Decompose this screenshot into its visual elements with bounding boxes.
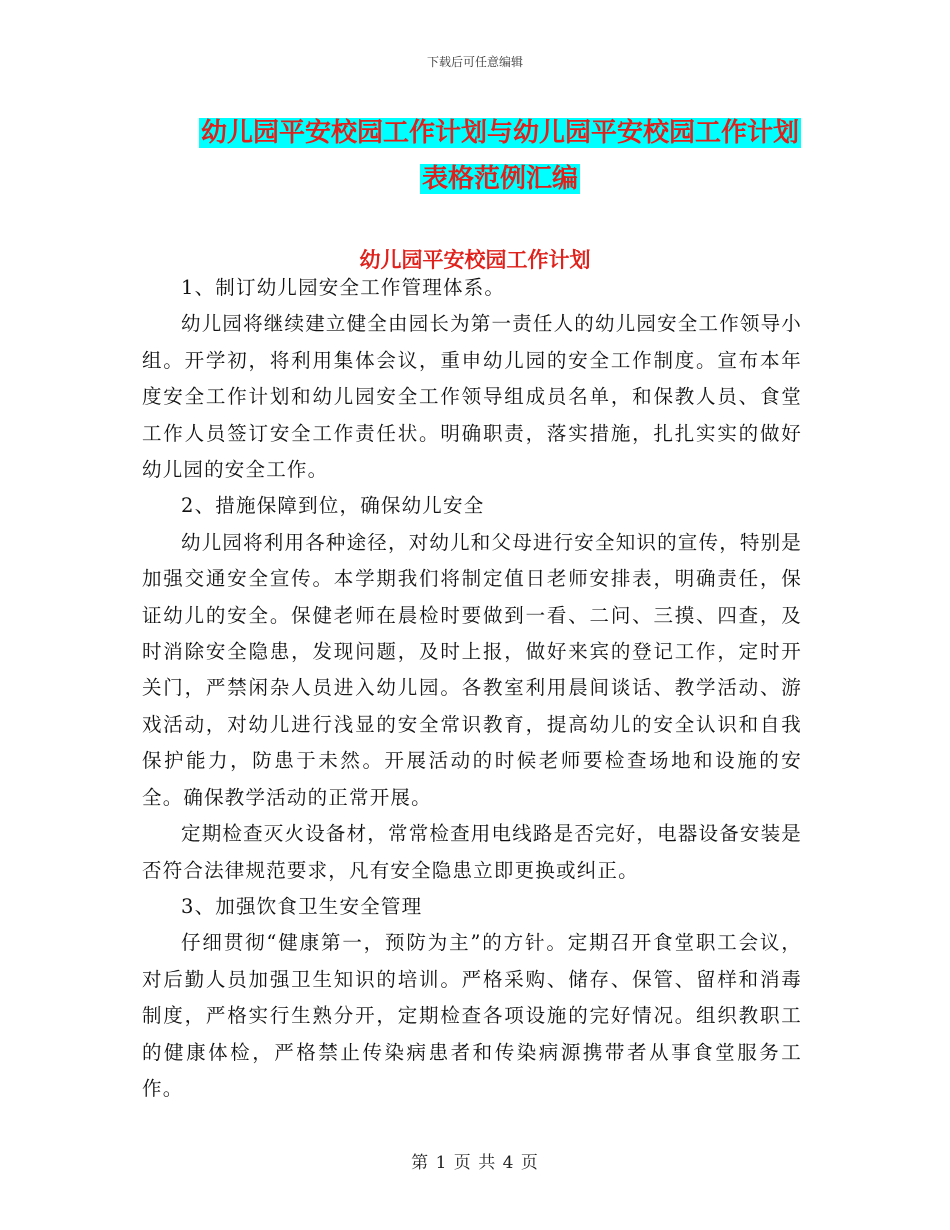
page-number: 第 1 页 共 4 页 bbox=[411, 1153, 539, 1173]
paragraph-3: 2、措施保障到位，确保幼儿安全 bbox=[181, 494, 485, 518]
paragraph-6: 3、加强饮食卫生安全管理 bbox=[181, 894, 423, 918]
document-title-line-2: 表格范例汇编 bbox=[421, 164, 578, 194]
paragraph-7: 仔细贯彻“健康第一，预防为主”的方针。定期召开食堂职工会议，对后勤人员加强卫生知识的培训。严格采购、储存、保管、留样和消毒制度，严格实行生熟分开，定期检查各项设施的完好情况。组织教职工的健康体检，严格禁止传染病患者和传染病源携带者从事食堂服务工作。 bbox=[142, 931, 802, 1100]
document-title bbox=[140, 110, 860, 202]
paragraph-5: 定期检查灭火设备材，常常检查用电线路是否完好，电器设备安装是否符合法律规范要求，凡有安全隐患立即更换或纠正。 bbox=[142, 822, 803, 882]
document-title-line-1: 幼儿园平安校园工作计划与幼儿园平安校园工作计划 bbox=[200, 118, 799, 148]
header-note: 下载后可任意编辑 bbox=[426, 55, 523, 69]
paragraph-1: 1、制订幼儿园安全工作管理体系。 bbox=[181, 276, 506, 299]
paragraph-4: 幼儿园将利用各种途径，对幼儿和父母进行安全知识的宣传，特别是加强交通安全宣传。本学期我们将制定值日老师安排表，明确责任，保证幼儿的安全。保健老师在晨检时要做到一看、二问、三摸、四查，及时消除安全隐患，发现问题，及时上报，做好来宾的登记工作，定时开关门，严禁闲杂人员进入幼儿园。各教室利用晨间谈话、教学活动、游戏活动，对幼儿进行浅显的安全常识教育，提高幼儿的安全认识和自我保护能力，防患于未然。开展活动的时候老师要检查场地和设施的安全。确保教学活动的正常开展。 bbox=[142, 530, 803, 809]
section-title: 幼儿园平安校园工作计划 bbox=[359, 248, 591, 272]
paragraph-2: 幼儿园将继续建立健全由园长为第一责任人的幼儿园安全工作领导小组。开学初，将利用集体会议，重申幼儿园的安全工作制度。宣布本年度安全工作计划和幼儿园安全工作领导组成员名单，和保教人员、食堂工作人员签订安全工作责任状。明确职责，落实措施，扎扎实实的做好幼儿园的安全工作。 bbox=[142, 312, 803, 482]
document-body bbox=[142, 270, 802, 1107]
